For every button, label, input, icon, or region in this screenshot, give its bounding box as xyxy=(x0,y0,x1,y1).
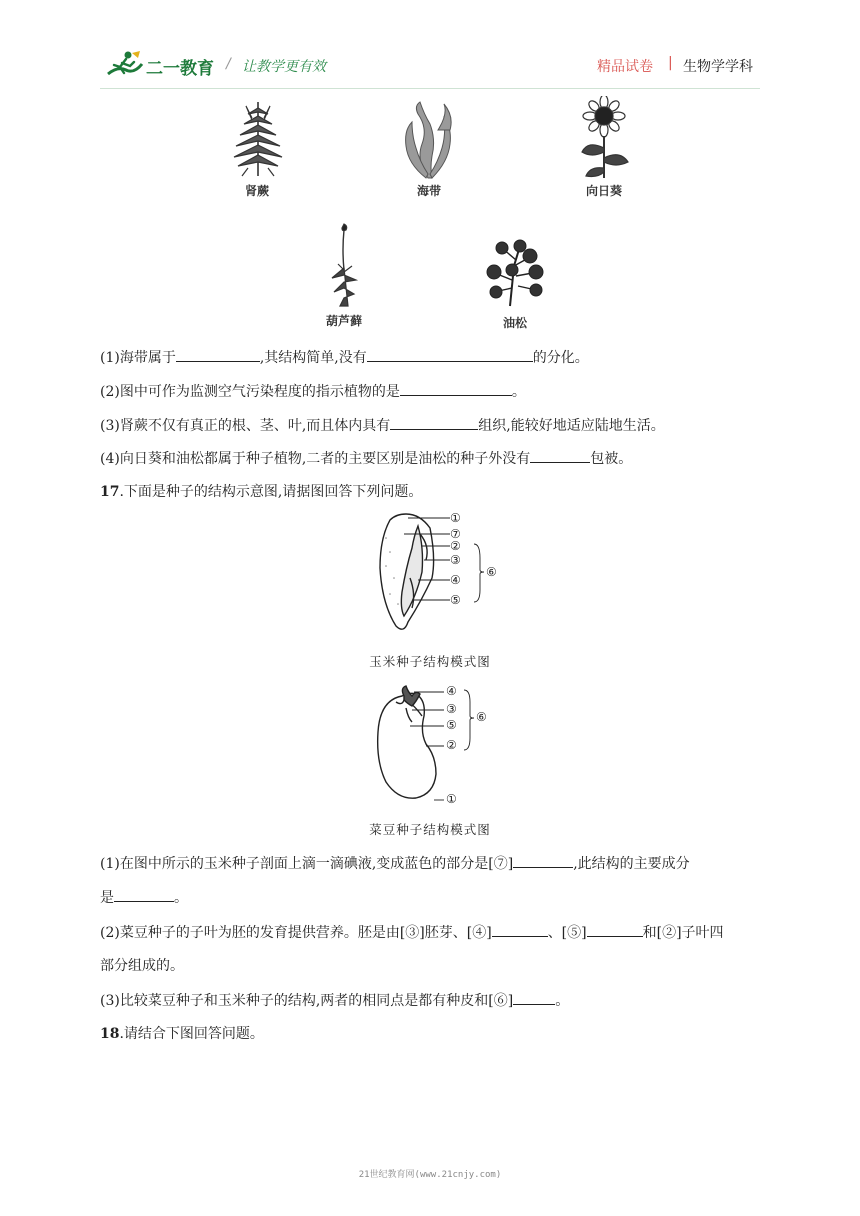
q17-stem xyxy=(100,482,422,502)
plant-label-fern: 肾蕨 xyxy=(244,184,269,198)
q16-p4-text-a: (4)向日葵和油松都属于种子植物,二者的主要区别是油松的种子外没有 xyxy=(100,451,531,467)
q17-p2-text-c: 和[②]子叶四 xyxy=(642,925,724,941)
q16-p1-text-a: (1)海带属于 xyxy=(100,350,176,366)
footer-watermark: 21世纪教育网(www.21cnjy.com) xyxy=(358,1170,502,1180)
corn-diagram-caption: 玉米种子结构模式图 xyxy=(369,654,491,669)
q16-part2 xyxy=(100,381,526,402)
q17-number: 17 xyxy=(100,484,120,500)
bean-label-1: ① xyxy=(446,792,457,806)
moss-icon xyxy=(322,220,366,308)
slogan: 让教学更有效 xyxy=(242,59,326,75)
q16-part3 xyxy=(100,415,665,436)
q17-p2-blank-1[interactable] xyxy=(492,922,548,937)
header xyxy=(100,50,760,86)
bean-diagram-caption: 菜豆种子结构模式图 xyxy=(369,822,491,837)
fern-icon xyxy=(222,98,292,180)
q17-p1-text-a: (1)在图中所示的玉米种子剖面上滴一滴碘液,变成蓝色的部分是[⑦] xyxy=(100,856,514,872)
q17-p1-text-d: 。 xyxy=(174,890,188,906)
bean-label-2: ② xyxy=(446,738,457,752)
logo-text: 二一教育 xyxy=(146,59,214,79)
logo-runner-icon xyxy=(104,50,144,80)
q16-p2-text-a: (2)图中可作为监测空气污染程度的指示植物的是 xyxy=(100,384,400,400)
premium-tag: 精品试卷 xyxy=(597,59,653,75)
q16-p3-text-a: (3)肾蕨不仅有真正的根、茎、叶,而且体内具有 xyxy=(100,418,391,434)
bean-label-4: ④ xyxy=(446,684,457,698)
header-rule xyxy=(100,88,760,89)
subject-label: 生物学学科 xyxy=(683,59,753,75)
q17-p2-blank-2[interactable] xyxy=(587,922,643,937)
q17-p1-blank-1[interactable] xyxy=(513,853,573,868)
q18-stem xyxy=(100,1024,264,1044)
q17-p1-text-b: ,此结构的主要成分 xyxy=(573,856,690,872)
q17-p3-blank[interactable] xyxy=(513,990,555,1005)
q16-p1-text-b: ,其结构简单,没有 xyxy=(259,350,367,366)
corn-label-4: ④ xyxy=(450,573,461,587)
corn-label-1: ① xyxy=(450,511,461,525)
bean-label-5: ⑤ xyxy=(446,718,457,732)
plant-label-sunflower: 向日葵 xyxy=(585,184,622,198)
corn-label-7: ⑦ xyxy=(450,527,461,541)
q16-p4-text-b: 包被。 xyxy=(590,451,633,467)
q17-part1-cont xyxy=(100,887,188,908)
sunflower-icon xyxy=(574,96,634,180)
corn-seed-diagram xyxy=(360,508,500,636)
q18-stem-text: .请结合下图回答问题。 xyxy=(119,1026,264,1042)
kelp-icon xyxy=(398,100,460,180)
q16-p3-text-b: 组织,能较好地适应陆地生活。 xyxy=(478,418,665,434)
corn-label-5: ⑤ xyxy=(450,593,461,607)
q17-part2-cont xyxy=(100,956,184,976)
q17-p3-text-a: (3)比较菜豆种子和玉米种子的结构,两者的相同点是都有种皮和[⑥] xyxy=(100,993,514,1009)
bean-label-6: ⑥ xyxy=(476,710,487,724)
q16-p3-blank[interactable] xyxy=(390,415,478,430)
q17-part2 xyxy=(100,922,724,943)
header-divider: | xyxy=(668,55,673,71)
q17-p1-text-c: 是 xyxy=(100,890,114,906)
q17-p1-blank-2[interactable] xyxy=(114,887,174,902)
q17-p3-text-b: 。 xyxy=(555,993,570,1009)
pine-icon xyxy=(484,236,546,308)
q16-part1 xyxy=(100,347,589,368)
q16-p1-text-c: 的分化。 xyxy=(532,350,589,366)
corn-label-6: ⑥ xyxy=(486,565,497,579)
q18-number: 18 xyxy=(100,1026,120,1042)
plant-label-pine: 油松 xyxy=(502,316,527,330)
corn-label-2: ② xyxy=(450,539,461,553)
bean-seed-diagram xyxy=(366,682,496,804)
q16-p1-blank-2[interactable] xyxy=(367,347,533,362)
q17-p2-text-b: 、[⑤] xyxy=(547,925,587,941)
q16-p4-blank[interactable] xyxy=(530,448,590,463)
q16-p1-blank-1[interactable] xyxy=(176,347,260,362)
slogan-separator: / xyxy=(226,56,231,72)
plant-label-kelp: 海带 xyxy=(416,184,441,198)
q16-part4 xyxy=(100,448,632,469)
bean-label-3: ③ xyxy=(446,702,457,716)
q16-p2-text-b: 。 xyxy=(511,384,526,400)
plant-label-moss: 葫芦藓 xyxy=(325,314,362,328)
q17-part1 xyxy=(100,853,690,874)
q17-part3 xyxy=(100,990,569,1011)
q17-p2-text-d: 部分组成的。 xyxy=(100,958,184,974)
q17-stem-text: .下面是种子的结构示意图,请据图回答下列问题。 xyxy=(119,484,423,500)
q16-p2-blank[interactable] xyxy=(400,381,512,396)
corn-label-3: ③ xyxy=(450,553,461,567)
q17-p2-text-a: (2)菜豆种子的子叶为胚的发育提供营养。胚是由[③]胚芽、[④] xyxy=(100,925,492,941)
